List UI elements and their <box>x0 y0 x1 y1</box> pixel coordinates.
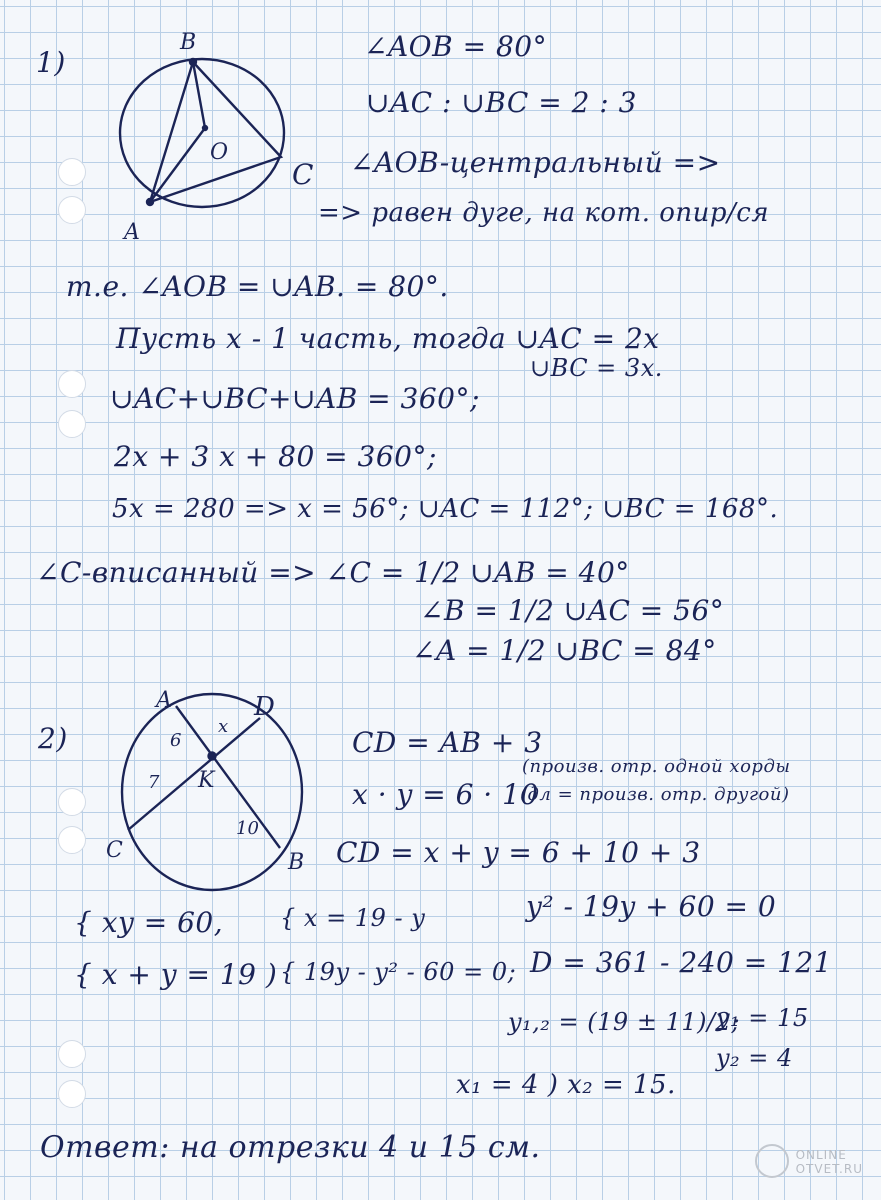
point-label-c2: C <box>106 838 123 863</box>
text-line: { x + y = 19 ) <box>74 958 278 991</box>
text-line: (дл = произв. отр. другой) <box>520 784 790 805</box>
text-line: => равен дуге, на кот. опир/ся <box>318 198 770 228</box>
text-line: x₁ = 4 ) x₂ = 15. <box>456 1070 676 1100</box>
point-label-a: A <box>124 220 140 245</box>
answer-line: Ответ: на отрезки 4 и 15 см. <box>40 1130 541 1165</box>
problem-number-1: 1) <box>36 46 66 79</box>
text-line: x · y = 6 · 10 <box>352 778 539 811</box>
text-line: CD = AB + 3 <box>352 726 543 759</box>
text-line: y₁ = 15 <box>716 1004 809 1032</box>
problem-number-2: 2) <box>38 722 68 755</box>
text-line: { xy = 60, <box>74 906 224 939</box>
given-angle: ∠AOB = 80° <box>364 30 548 63</box>
text-line: 2x + 3 x + 80 = 360°; <box>114 440 437 473</box>
text-line: ∪AC+∪BC+∪AB = 360°; <box>110 382 480 415</box>
point-label-k: K <box>198 768 215 793</box>
point-label-a2: A <box>156 688 172 713</box>
circle-diagram-1 <box>120 59 284 207</box>
segment-label-x: x <box>218 716 229 737</box>
text-line: ∠B = 1/2 ∪AC = 56° <box>420 594 725 627</box>
point-label-b: B <box>180 30 197 55</box>
text-line: ∠C-вписанный => ∠C = 1/2 ∪AB = 40° <box>36 556 630 589</box>
text-line: т.е. ∠AOB = ∪AB. = 80°. <box>66 270 449 303</box>
text-line: (произв. отр. одной хорды <box>522 756 791 777</box>
segment-label-6: 6 <box>170 730 182 751</box>
point-label-o: O <box>210 140 229 165</box>
text-line: ∪BC = 3x. <box>530 354 663 382</box>
text-line: ∠A = 1/2 ∪BC = 84° <box>412 634 717 667</box>
segment-label-10: 10 <box>236 818 259 839</box>
text-line: D = 361 - 240 = 121 <box>530 946 833 979</box>
watermark <box>796 1148 863 1176</box>
text-line: y₂ = 4 <box>716 1044 793 1072</box>
text-line: 5x = 280 => x = 56°; ∪AC = 112°; ∪BC = 168°. <box>112 494 779 524</box>
point-label-d: D <box>254 692 275 722</box>
given-ratio: ∪AC : ∪BC = 2 : 3 <box>366 86 637 119</box>
text-line: { 19y - y² - 60 = 0; <box>280 958 517 986</box>
text-line: CD = x + y = 6 + 10 + 3 <box>336 836 701 869</box>
text-line: y₁,₂ = (19 ± 11)/2; <box>508 1008 740 1036</box>
text-line: y² - 19y + 60 = 0 <box>526 890 777 923</box>
text-line: { x = 19 - y <box>280 904 426 932</box>
watermark-line2: OTVET.RU <box>795 1162 863 1176</box>
watermark-line1: ONLINE <box>795 1148 847 1162</box>
text-line: ∠AOB-центральный => <box>350 146 721 179</box>
lightbulb-logo-icon <box>755 1144 789 1178</box>
text-line: Пусть x - 1 часть, тогда ∪AC = 2x <box>116 322 660 355</box>
point-label-c: C <box>292 158 314 191</box>
point-label-b2: B <box>288 850 305 875</box>
segment-label-7: 7 <box>148 772 160 793</box>
